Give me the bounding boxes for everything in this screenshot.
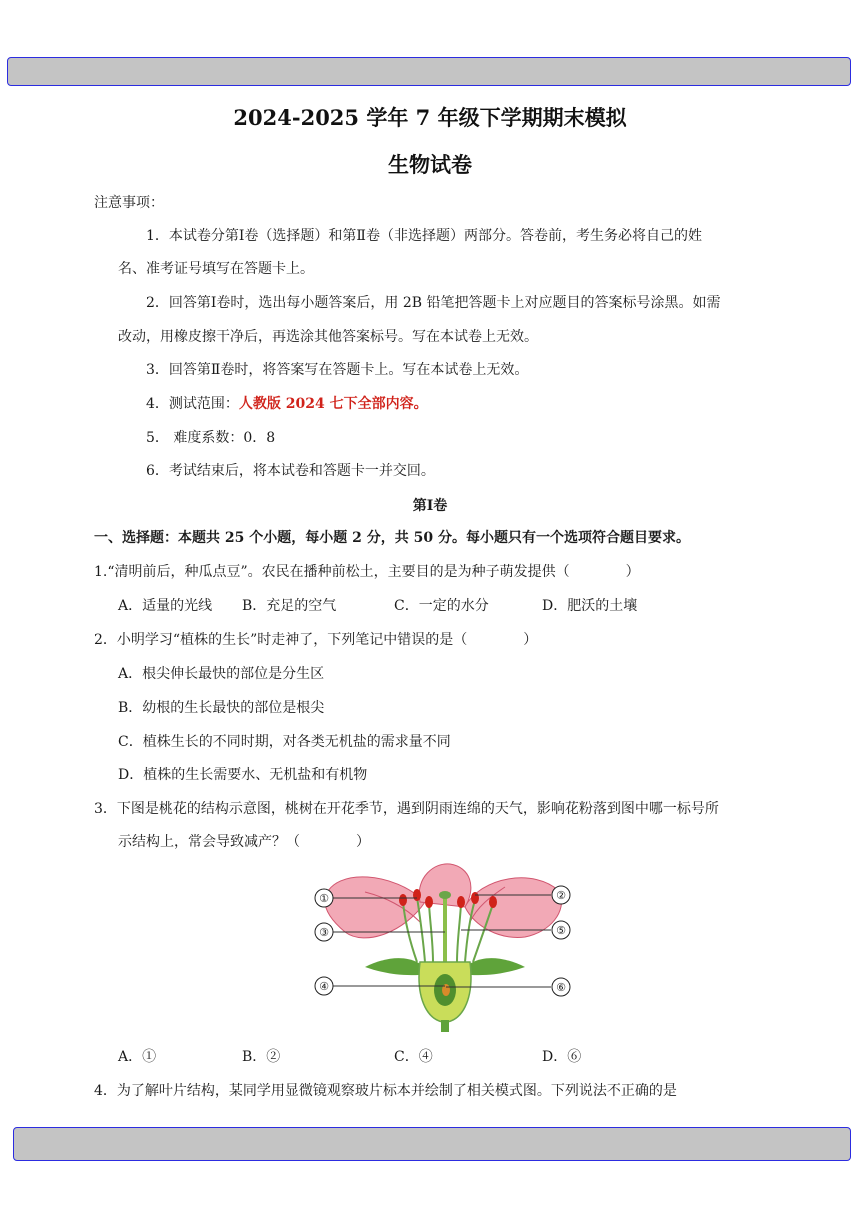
notice-item-6: 6．考试结束后，将本试卷和答题卡一并交回。	[146, 463, 435, 479]
peach-flower-diagram	[305, 862, 585, 1032]
petal-left	[325, 877, 425, 938]
q3-option-a: A．①	[118, 1049, 157, 1065]
label-1: ①	[319, 892, 329, 905]
q1-option-b: B．充足的空气	[242, 598, 337, 614]
notice-item-2a: 2．回答第Ⅰ卷时，选出每小题答案后，用 2B 铅笔把答题卡上对应题目的答案标号涂黑。如需	[146, 295, 721, 311]
top-banner	[7, 57, 851, 86]
stem	[441, 1020, 449, 1032]
q2-option-b: B．幼根的生长最快的部位是根尖	[118, 700, 325, 716]
part1-heading: 一、选择题：本题共 25 个小题，每小题 2 分，共 50 分。每小题只有一个选项符合题目要求。	[94, 530, 690, 546]
notice-item-4	[146, 394, 428, 414]
q1-option-c: C．一定的水分	[394, 598, 489, 614]
q1-stem: 1.“清明前后，种瓜点豆”。农民在播种前松土，主要目的是为种子萌发提供（ ）	[94, 564, 640, 580]
style	[443, 897, 447, 972]
stigma	[439, 891, 451, 899]
exam-title: 2024-2025 学年 7 年级下学期期末模拟	[233, 105, 627, 130]
notice-heading: 注意事项：	[94, 195, 164, 211]
q3-stem-a: 3．下图是桃花的结构示意图，桃树在开花季节，遇到阴雨连绵的天气，影响花粉落到图中哪一标号所	[94, 801, 719, 817]
notice-item-5: 5． 难度系数：0．8	[146, 430, 276, 446]
q2-stem: 2．小明学习“植株的生长”时走神了，下列笔记中错误的是（ ）	[94, 632, 538, 648]
notice-item-3: 3．回答第Ⅱ卷时，将答案写在答题卡上。写在本试卷上无效。	[146, 362, 529, 378]
q1-option-d: D．肥沃的土壤	[542, 598, 638, 614]
notice-item-1b: 名、准考证号填写在答题卡上。	[118, 261, 314, 277]
q1-option-a: A．适量的光线	[118, 598, 213, 614]
test-scope-highlight: 人教版 2024 七下全部内容。	[238, 396, 428, 412]
q2-option-d: D．植株的生长需要水、无机盐和有机物	[118, 767, 368, 783]
notice-item-1a: 1．本试卷分第Ⅰ卷（选择题）和第Ⅱ卷（非选择题）两部分。答卷前，考生务必将自己的姓	[146, 228, 702, 244]
label-4: ④	[319, 980, 329, 993]
notice-item-2b: 改动，用橡皮擦干净后，再选涂其他答案标号。写在本试卷上无效。	[118, 329, 538, 345]
q3-option-c: C．④	[394, 1049, 433, 1065]
q3-option-d: D．⑥	[542, 1049, 582, 1065]
notice-item-4-prefix: 4．测试范围：	[146, 396, 239, 412]
q2-option-c: C．植株生长的不同时期，对各类无机盐的需求量不同	[118, 734, 451, 750]
q4-stem: 4．为了解叶片结构，某同学用显微镜观察玻片标本并绘制了相关模式图。下列说法不正确的是	[94, 1083, 677, 1099]
q3-option-b: B．②	[242, 1049, 281, 1065]
bottom-banner	[13, 1127, 851, 1161]
label-2: ②	[556, 889, 566, 902]
q2-option-a: A．根尖伸长最快的部位是分生区	[118, 666, 325, 682]
q3-stem-b: 示结构上，常会导致减产？（ ）	[118, 834, 370, 850]
label-5: ⑤	[556, 924, 566, 937]
volume-heading: 第Ⅰ卷	[412, 498, 448, 514]
label-3: ③	[319, 926, 329, 939]
label-6: ⑥	[556, 981, 566, 994]
exam-subtitle: 生物试卷	[388, 152, 472, 177]
